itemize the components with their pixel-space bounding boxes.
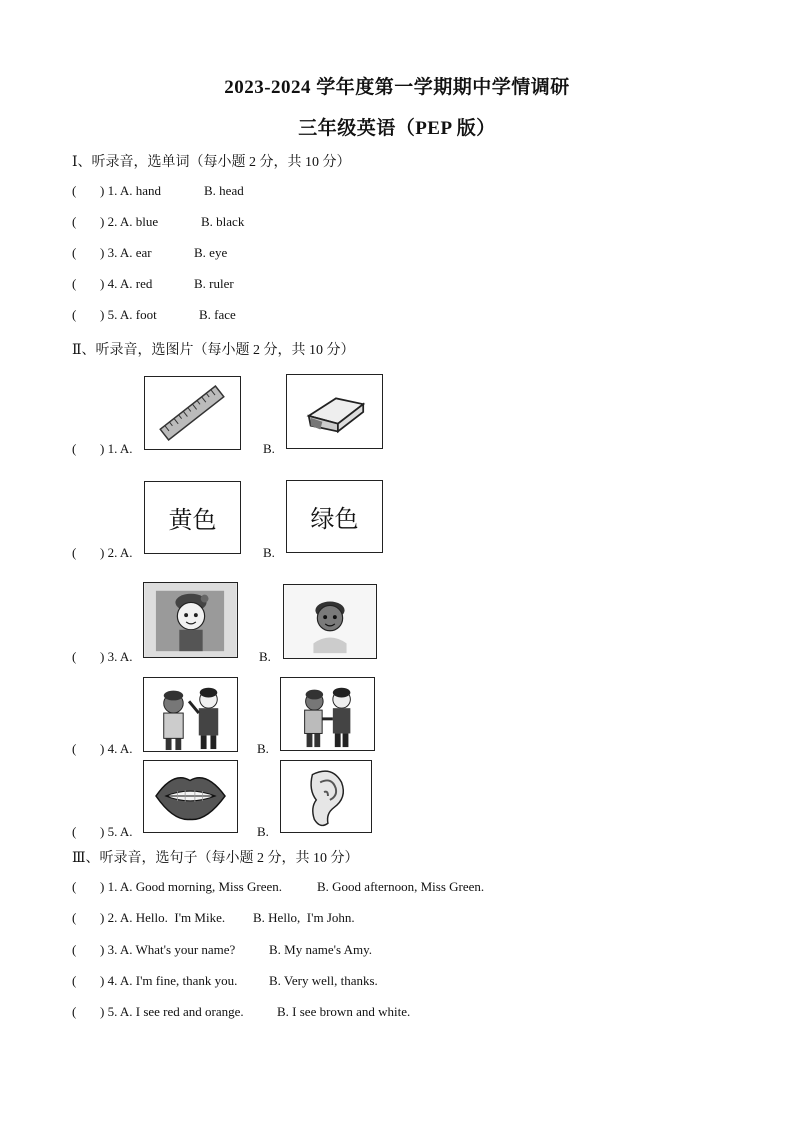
- eraser-picture: [286, 374, 383, 449]
- green-word: 绿色: [310, 505, 359, 533]
- s1-q1-option-b: B. head: [204, 183, 244, 198]
- s3-q1-option-b: B. Good afternoon, Miss Green.: [317, 879, 485, 894]
- s2-q5-option-b: B.: [257, 824, 269, 839]
- section-3-heading: Ⅲ、听录音，选句子（每小题 2 分，共 10 分）: [72, 851, 359, 866]
- page-subtitle: 三年级英语（PEP 版）: [298, 118, 496, 139]
- s1-q2-option-b: B. black: [201, 214, 245, 229]
- s1-question-3: ( ) 3. A. ear: [72, 245, 152, 260]
- girl-picture: [143, 582, 238, 658]
- s1-q5-option-b: B. face: [199, 307, 236, 322]
- s2-q2-option-a: ) 2. A.: [100, 545, 133, 560]
- s3-q4-option-a: ) 4. A. I'm fine, thank you.: [100, 973, 238, 988]
- s1-q4-option-b: B. ruler: [194, 276, 234, 291]
- s2-question-1: ( ) 1. A.: [72, 441, 133, 456]
- s2-q3-option-a: ) 3. A.: [100, 649, 133, 664]
- s1-q5-option-a: ) 5. A. foot: [100, 307, 157, 322]
- s3-question-2: ( ) 2. A. Hello. I'm Mike.: [72, 910, 226, 925]
- s2-q4-option-b: B.: [257, 741, 269, 756]
- ear-picture: [280, 760, 372, 833]
- s2-question-4: ( ) 4. A.: [72, 741, 133, 756]
- s2-question-3: ( ) 3. A.: [72, 649, 133, 664]
- s1-question-2: ( ) 2. A. blue: [72, 214, 159, 229]
- s1-q2-option-a: ) 2. A. blue: [100, 214, 159, 229]
- s1-question-4: ( ) 4. A. red: [72, 276, 153, 291]
- s3-question-5: ( ) 5. A. I see red and orange.: [72, 1004, 244, 1019]
- s1-q1-option-a: ) 1. A. hand: [100, 183, 162, 198]
- green-word-card: [286, 480, 383, 553]
- s2-q1-option-a: ) 1. A.: [100, 441, 133, 456]
- section-1-heading: Ⅰ、听录音，选单词（每小题 2 分，共 10 分）: [72, 155, 351, 170]
- s3-q2-option-b: B. Hello, I'm John.: [253, 910, 355, 925]
- s2-question-5: ( ) 5. A.: [72, 824, 133, 839]
- s1-question-1: ( ) 1. A. hand: [72, 183, 162, 198]
- s3-question-4: ( ) 4. A. I'm fine, thank you.: [72, 973, 238, 988]
- page-title: 2023-2024 学年度第一学期期中学情调研: [224, 77, 570, 98]
- yellow-word: 黄色: [168, 506, 217, 534]
- s3-q2-option-a: ) 2. A. Hello. I'm Mike.: [100, 910, 226, 925]
- s1-question-5: ( ) 5. A. foot: [72, 307, 157, 322]
- s1-q3-option-b: B. eye: [194, 245, 228, 260]
- s2-q3-option-b: B.: [259, 649, 271, 664]
- s3-q3-option-a: ) 3. A. What's your name?: [100, 942, 236, 957]
- s2-q5-option-a: ) 5. A.: [100, 824, 133, 839]
- ruler-picture: [144, 376, 241, 450]
- s2-q4-option-a: ) 4. A.: [100, 741, 133, 756]
- s2-q1-option-b: B.: [263, 441, 275, 456]
- s2-q2-option-b: B.: [263, 545, 275, 560]
- s3-q3-option-b: B. My name's Amy.: [269, 942, 372, 957]
- mouth-picture: [143, 760, 238, 833]
- yellow-word-card: [144, 481, 241, 554]
- handshake-picture: [280, 677, 375, 751]
- s2-question-2: ( ) 2. A.: [72, 545, 133, 560]
- s3-q5-option-a: ) 5. A. I see red and orange.: [100, 1004, 244, 1019]
- s3-q5-option-b: B. I see brown and white.: [277, 1004, 411, 1019]
- s3-q4-option-b: B. Very well, thanks.: [269, 973, 378, 988]
- s1-q3-option-a: ) 3. A. ear: [100, 245, 152, 260]
- s1-q4-option-a: ) 4. A. red: [100, 276, 153, 291]
- waving-people-picture: [143, 677, 238, 752]
- section-2-heading: Ⅱ、听录音，选图片（每小题 2 分，共 10 分）: [72, 343, 355, 358]
- boy-picture: [283, 584, 377, 659]
- s3-question-1: ( ) 1. A. Good morning, Miss Green.: [72, 879, 282, 894]
- s3-question-3: ( ) 3. A. What's your name?: [72, 942, 236, 957]
- s3-q1-option-a: ) 1. A. Good morning, Miss Green.: [100, 879, 282, 894]
